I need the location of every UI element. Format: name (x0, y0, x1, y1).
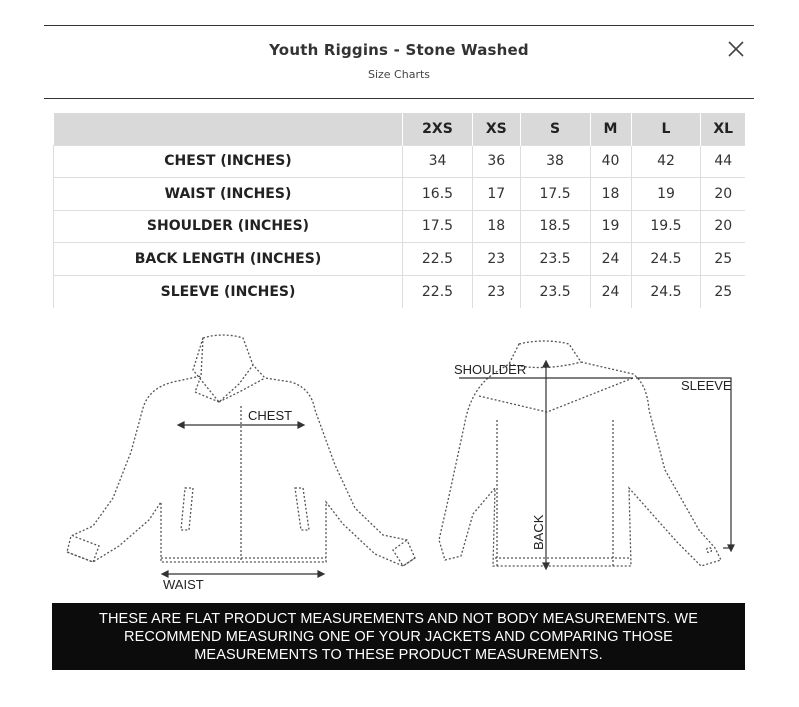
shoulder-label: SHOULDER (454, 362, 527, 377)
table-cell: 19.5 (631, 210, 701, 243)
row-label: WAIST (INCHES) (54, 178, 403, 211)
table-header-row (54, 113, 746, 145)
table-cell: 36 (472, 145, 520, 178)
close-icon (726, 39, 746, 59)
column-header: M (590, 113, 631, 145)
close-button[interactable] (726, 39, 746, 59)
table-cell: 19 (631, 178, 701, 211)
table-cell: 24.5 (631, 243, 701, 276)
table-cell: 40 (590, 145, 631, 178)
table-cell: 19 (590, 210, 631, 243)
table-cell: 42 (631, 145, 701, 178)
table-cell: 25 (701, 275, 745, 308)
disclaimer-line: RECOMMEND MEASURING ONE OF YOUR JACKETS AND COMPARING THOSE (124, 628, 673, 645)
table-cell: 22.5 (403, 275, 473, 308)
column-header: XS (472, 113, 520, 145)
table-cell: 22.5 (403, 243, 473, 276)
column-header (54, 113, 403, 145)
table-cell: 23.5 (520, 275, 590, 308)
table-cell: 38 (520, 145, 590, 178)
row-label: SHOULDER (INCHES) (54, 210, 403, 243)
disclaimer-line: MEASUREMENTS TO THESE PRODUCT MEASUREMENTS. (194, 646, 603, 663)
table-cell: 23 (472, 243, 520, 276)
table-row (54, 243, 746, 276)
page-title: Youth Riggins - Stone Washed (269, 41, 529, 59)
table-cell: 18 (472, 210, 520, 243)
table-cell: 18.5 (520, 210, 590, 243)
disclaimer-line: THESE ARE FLAT PRODUCT MEASUREMENTS AND NOT BODY MEASUREMENTS. WE (99, 610, 698, 627)
table-cell: 24.5 (631, 275, 701, 308)
table-cell: 16.5 (403, 178, 473, 211)
table-cell: 24 (590, 275, 631, 308)
table-cell: 18 (590, 178, 631, 211)
column-header: 2XS (403, 113, 473, 145)
size-chart-table (53, 113, 745, 308)
table-cell: 25 (701, 243, 745, 276)
table-cell: 17 (472, 178, 520, 211)
waist-label: WAIST (163, 577, 204, 592)
table-row (54, 275, 746, 308)
table-cell: 17.5 (520, 178, 590, 211)
column-header: L (631, 113, 701, 145)
table-cell: 20 (701, 210, 745, 243)
table-row (54, 145, 746, 178)
table-row (54, 178, 746, 211)
chest-label: CHEST (248, 408, 293, 423)
modal-header (44, 25, 754, 99)
page-subtitle: Size Charts (367, 68, 431, 81)
disclaimer-banner (52, 603, 745, 670)
row-label: CHEST (INCHES) (54, 145, 403, 178)
row-label: SLEEVE (INCHES) (54, 275, 403, 308)
back-label: BACK (531, 514, 546, 550)
table-cell: 34 (403, 145, 473, 178)
table-cell: 23.5 (520, 243, 590, 276)
table-cell: 44 (701, 145, 745, 178)
column-header: XL (701, 113, 745, 145)
table-row (54, 210, 746, 243)
disclaimer-text (99, 610, 698, 664)
front-jacket-illustration (67, 335, 415, 566)
table-cell: 17.5 (403, 210, 473, 243)
table-cell: 23 (472, 275, 520, 308)
row-label: BACK LENGTH (INCHES) (54, 243, 403, 276)
sleeve-label: SLEEVE (681, 378, 732, 393)
column-header: S (520, 113, 590, 145)
table-cell: 20 (701, 178, 745, 211)
sleeve-measure-line (636, 378, 734, 551)
table-cell: 24 (590, 243, 631, 276)
jacket-measurement-diagram (53, 330, 745, 592)
